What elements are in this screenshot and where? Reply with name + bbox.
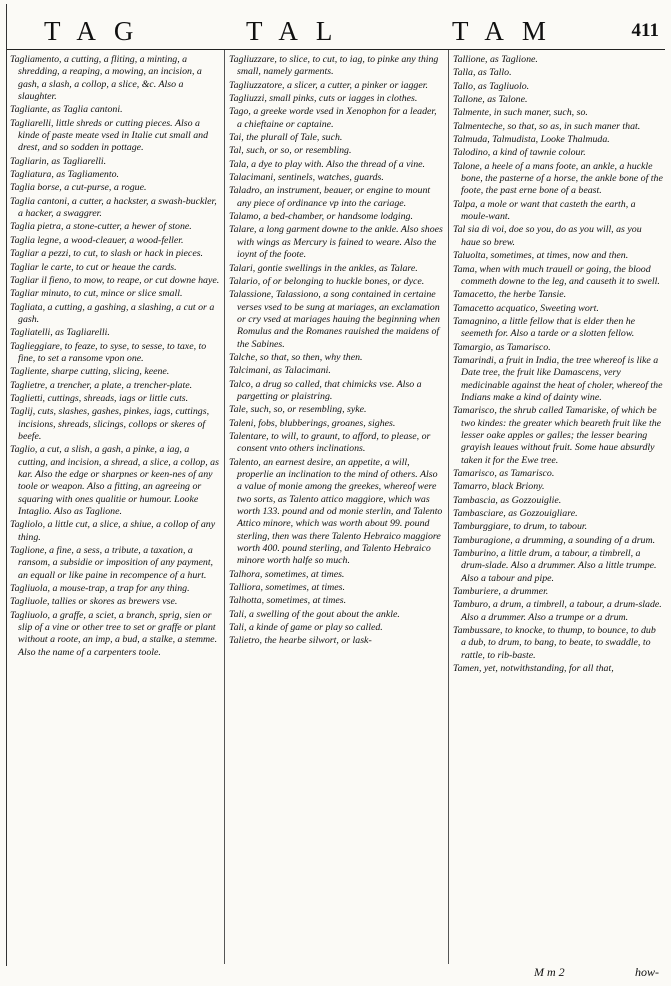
- dictionary-entry: Tal sia di voi, doe so you, do as you will, as you haue so brew.: [453, 224, 642, 248]
- dictionary-entry: Tali, a kinde of game or play so called.: [229, 622, 383, 634]
- dictionary-entry: Tamburggiare, to drum, to tabour.: [453, 521, 588, 533]
- dictionary-entry: Taglij, cuts, slashes, gashes, pinkes, iags, cuttings, incisions, shreads, slicings, collops or skeres of beefe.: [10, 406, 210, 442]
- dictionary-entry: Taglione, a fine, a sess, a tribute, a taxation, a ransom, a subsidie or imposition of any payment, an equall or like paine in recompence of a hurt.: [10, 545, 214, 581]
- dictionary-entry: Tamarro, black Briony.: [453, 481, 545, 493]
- dictionary-entry: Talcimani, as Talacimani.: [229, 365, 331, 377]
- dictionary-entry: Tagliar a pezzi, to cut, to slash or hack in pieces.: [10, 248, 204, 260]
- left-margin-rule: [6, 4, 7, 966]
- dictionary-entry: Taglieggiare, to feaze, to syse, to sesse, to taxe, to fine, to set a ransome vpon one.: [10, 340, 207, 364]
- dictionary-entry: Tagliamento, a cutting, a fliting, a minting, a shredding, a reaping, a mowing, an incision, a gash, a slash, a collop, a slice, &c. Also a slaughter.: [10, 54, 202, 103]
- dictionary-entry: Talacimani, sentinels, watches, guards.: [229, 172, 384, 184]
- dictionary-entry: Tagliuzzi, small pinks, cuts or iagges in clothes.: [229, 93, 418, 105]
- dictionary-entry: Tagliatura, as Tagliamento.: [10, 169, 120, 181]
- dictionary-entry: Tagliante, as Taglia cantoni.: [10, 104, 123, 116]
- dictionary-entry: Tallo, as Tagliuolo.: [453, 80, 530, 92]
- dictionary-entry: Taglietre, a trencher, a plate, a trencher-plate.: [10, 379, 193, 391]
- column-divider-2: [448, 50, 449, 964]
- dictionary-entry: Talassione, Talassiono, a song contained in certaine verses vsed to be sung at mariages, an exclamation or cry vsed at mariages hauing the beginning when Romulus and the Romanes rauished the maidens of the Sabines.: [229, 289, 440, 350]
- dictionary-entry: Talmenteche, so that, so as, in such maner that.: [453, 120, 641, 132]
- dictionary-entry: Talliora, sometimes, at times.: [229, 582, 345, 594]
- dictionary-entry: Tamburino, a little drum, a tabour, a timbrell, a drum-slade. Also a drummer. Also a little trumpe. Also a tabour and pipe.: [453, 548, 657, 584]
- dictionary-entry: Taleni, fobs, blubberings, groanes, sighes.: [229, 417, 396, 429]
- dictionary-entry: Taglia cantoni, a cutter, a hackster, a swash-buckler, a hacker, a swaggrer.: [10, 195, 217, 220]
- dictionary-column-2: [229, 54, 443, 954]
- dictionary-entry: Tallone, as Talone.: [453, 94, 528, 106]
- dictionary-entry: Taglia legne, a wood-cleauer, a wood-feller.: [10, 234, 184, 246]
- headword-center: TAL: [246, 16, 351, 46]
- dictionary-entry: Taladro, an instrument, beauer, or engine to mount any piece of ordinance vp into the cariage.: [229, 185, 431, 209]
- dictionary-entry: Talodino, a kind of tawnie colour.: [453, 147, 586, 159]
- dictionary-entry: Tallione, as Taglione.: [453, 54, 538, 65]
- headword-right: TAM: [452, 16, 564, 46]
- dictionary-entry: Tagliata, a cutting, a gashing, a slashing, a cut or a gash.: [10, 301, 215, 325]
- dictionary-entry: Tagliente, sharpe cutting, slicing, keene.: [10, 366, 170, 378]
- dictionary-entry: Tamargio, as Tamarisco.: [453, 341, 551, 353]
- dictionary-entry: Tagliolo, a little cut, a slice, a shiue, a collop of any thing.: [10, 519, 216, 543]
- header-rule: [6, 49, 665, 50]
- dictionary-entry: Talone, a heele of a mans foote, an ankle, a huckle bone, the pasterne of a horse, the ankle bone of the foote, the past erne bone of a beast.: [453, 160, 663, 197]
- dictionary-entry: Talamo, a bed-chamber, or handsome lodging.: [229, 211, 413, 223]
- dictionary-column-1: [10, 54, 220, 954]
- dictionary-entry: Talche, so that, so then, why then.: [229, 351, 363, 363]
- dictionary-entry: Tamburiere, a drummer.: [453, 586, 549, 598]
- signature-mark: M m 2: [534, 965, 565, 979]
- dictionary-entry: Tale, such, so, or resembling, syke.: [229, 404, 367, 416]
- dictionary-entry: Tambussare, to knocke, to thump, to bounce, to dub a dub, to drum, to bang, to beate, to swaddle, to rattle, to rib-baste.: [453, 625, 656, 661]
- dictionary-entry: Taluolta, sometimes, at times, now and then.: [453, 250, 629, 262]
- dictionary-entry: Tagliuzzare, to slice, to cut, to iag, to pinke any thing small, namely garments.: [229, 54, 439, 78]
- dictionary-entry: Tamarisco, the shrub called Tamariske, of which be two kindes: the greater which beareth fruit like the lesser oake apples or galles; the lesser bearing grayish leaues without fruit. Some haue absurdly taken it for the Ewe tree.: [453, 405, 662, 466]
- dictionary-entry: Talhotta, sometimes, at times.: [229, 595, 347, 607]
- dictionary-entry: Tamacetto, the herbe Tansie.: [453, 289, 567, 301]
- dictionary-entry: Tamarisco, as Tamarisco.: [453, 468, 555, 479]
- dictionary-entry: Tala, a dye to play with. Also the thread of a vine.: [229, 158, 426, 170]
- dictionary-entry: Talmuda, Talmudista, Looke Thalmuda.: [453, 134, 610, 146]
- dictionary-entry: Tagliar minuto, to cut, mince or slice small.: [10, 288, 183, 300]
- dictionary-entry: Tambascia, as Gozzouiglie.: [453, 494, 562, 506]
- dictionary-entry: Tagliarin, as Tagliarelli.: [10, 155, 107, 167]
- dictionary-entry: Talhora, sometimes, at times.: [229, 568, 345, 580]
- dictionary-entry: Tagliuola, a mouse-trap, a trap for any thing.: [10, 583, 190, 595]
- dictionary-entry: Tagliuzzatore, a slicer, a cutter, a pinker or iagger.: [229, 79, 428, 91]
- dictionary-entry: Talpa, a mole or want that casteth the earth, a moule-want.: [453, 198, 636, 223]
- dictionary-entry: Talari, gontie swellings in the ankles, as Talare.: [229, 262, 418, 274]
- dictionary-entry: Tagliuolo, a graffe, a sciet, a branch, sprig, sien or slip of a vine or other tree to set or graffe or plant without a roote, an imp, a bud, a stalke, a stemme. Also the name of a carpenters toole.: [10, 609, 218, 658]
- dictionary-entry: Tagliar il fieno, to mow, to reape, or cut downe haye.: [10, 274, 220, 286]
- dictionary-entry: Taglio, a cut, a slish, a gash, a pinke, a iag, a cutting, and incision, a shread, a slice, a collop, as kar. Also the edge or sharpnes or keen-nes of any toole or weapon. Also a fitting, an agreeing or squaring with ones qualitie or humour. Looke Intaglio. Also as Taglione.: [10, 444, 219, 518]
- dictionary-entry: Tagliatelli, as Tagliarelli.: [10, 327, 110, 339]
- dictionary-entry: Tagliuole, tallies or skores as brewers vse.: [10, 596, 178, 608]
- dictionary-entry: Talietro, the hearbe silwort, or lask-: [229, 635, 372, 647]
- dictionary-entry: Talentare, to will, to graunt, to afford, to please, or consent vnto others inclinations.: [229, 430, 431, 455]
- dictionary-entry: Taglia pietra, a stone-cutter, a hewer of stone.: [10, 221, 192, 233]
- dictionary-entry: Tambasciare, as Gozzouigliare.: [453, 508, 578, 520]
- dictionary-entry: Talco, a drug so called, that chimicks vse. Also a pargetting or plaistring.: [229, 378, 422, 402]
- running-header: [0, 0, 671, 50]
- dictionary-entry: Talario, of or belonging to huckle bones, or dyce.: [229, 275, 425, 287]
- dictionary-entry: Tamen, yet, notwithstanding, for all that,: [453, 663, 614, 675]
- dictionary-entry: Talento, an earnest desire, an appetite, a will, properlie an inclination to the mind of others. Also a value of monie among the greekes, whereof were two sorts, as Talento attico maggiore, which was worth 133. pound and od monie sterlin, and Talento Attico minore, which was worth about 99. pound sterling, then was there Talento Hebraico maggiore worth 400. pound sterling, and Talento Hebraico minore worth halfe so much.: [229, 456, 443, 567]
- dictionary-entry: Taglietti, cuttings, shreads, iags or little cuts.: [10, 392, 189, 404]
- dictionary-entry: Taglia borse, a cut-purse, a rogue.: [10, 182, 147, 194]
- dictionary-entry: Tamacetto acquatico, Sweeting wort.: [453, 302, 599, 314]
- column-divider-1: [224, 50, 225, 964]
- dictionary-entry: Tamburagione, a drumming, a sounding of a drum.: [453, 534, 656, 546]
- headword-left: TAG: [44, 16, 152, 46]
- dictionary-entry: Talla, as Tallo.: [453, 67, 512, 79]
- dictionary-entry: Tagliar le carte, to cut or heaue the cards.: [10, 261, 177, 273]
- catchword: how-: [635, 965, 659, 979]
- dictionary-entry: Tago, a greeke worde vsed in Xenophon for a leader, a chieftaine or captaine.: [229, 106, 437, 130]
- dictionary-entry: Talmente, in such maner, such, so.: [453, 107, 588, 119]
- dictionary-entry: Talare, a long garment downe to the ankle. Also shoes with wings as Mercury is fained to weare. Also the ioynt of the foote.: [229, 224, 443, 261]
- dictionary-entry: Tai, the plurall of Tale, such.: [229, 132, 343, 144]
- dictionary-entry: Tamburo, a drum, a timbrell, a tabour, a drum-slade. Also a drummer. Also a trumpe or a drum.: [453, 599, 662, 623]
- dictionary-entry: Tamagnino, a little fellow that is elder then he seemeth for. Also a tarde or a slotten fellow.: [453, 315, 636, 340]
- dictionary-entry: Tamarindi, a fruit in India, the tree whereof is like a Date tree, the fruit like Damascens, very medicinable against the heat of choler, whereof the Indians make a kind of dainty wine.: [453, 354, 663, 403]
- dictionary-column-3: [453, 54, 663, 954]
- dictionary-entry: Tagliarelli, little shreds or cutting pieces. Also a kinde of paste meate vsed in Italie cut small and drest, and so sodden in pottage.: [10, 117, 209, 154]
- page-number: 411: [631, 20, 659, 41]
- dictionary-entry: Tali, a swelling of the gout about the ankle.: [229, 608, 400, 620]
- dictionary-entry: Tama, when with much trauell or going, the blood commeth downe to the leg, and causeth it to swell.: [453, 263, 660, 287]
- dictionary-entry: Tal, such, or so, or resembling.: [229, 145, 352, 157]
- page-footer: [0, 963, 671, 983]
